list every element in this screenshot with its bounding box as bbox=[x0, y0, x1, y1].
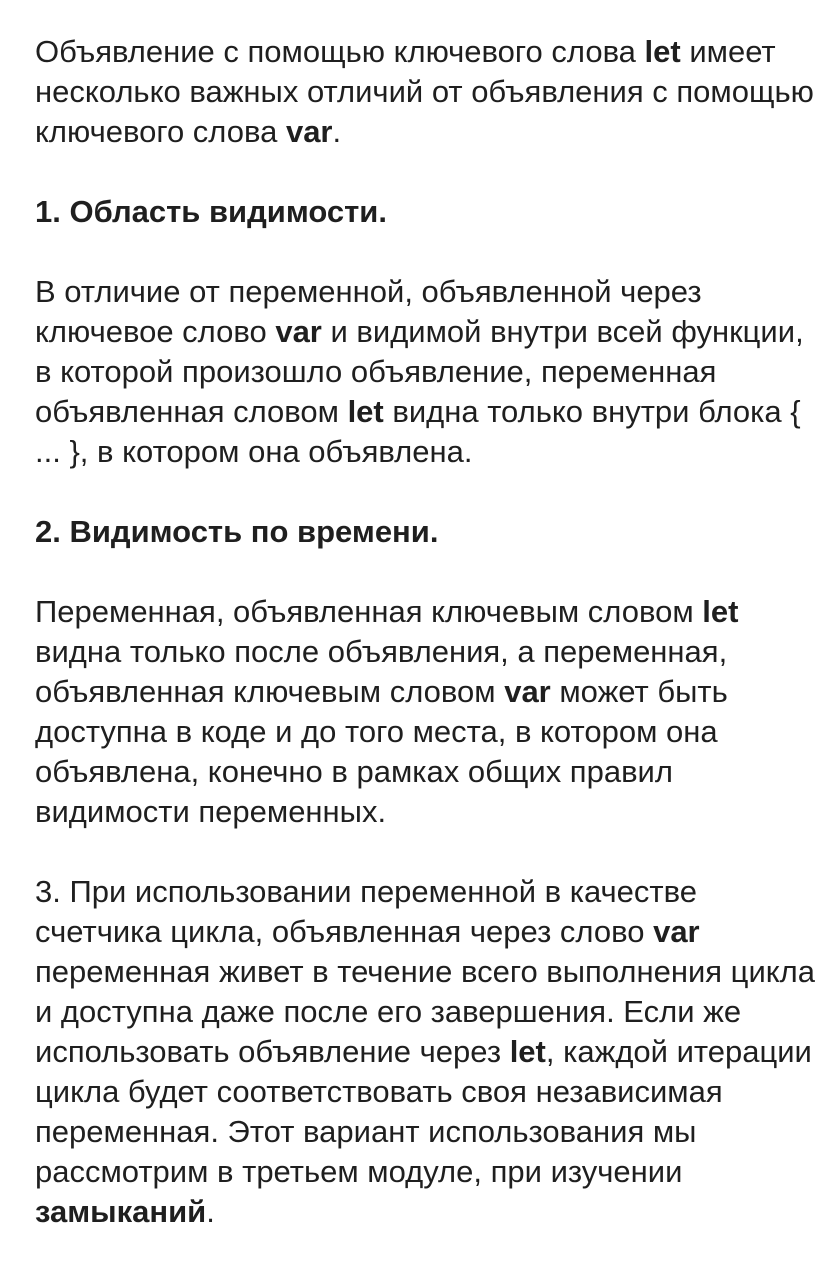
keyword-closures: замыканий bbox=[35, 1194, 207, 1229]
section-3-paragraph bbox=[35, 872, 819, 1232]
spacer bbox=[35, 232, 819, 272]
section-2-heading: 2. Видимость по времени. bbox=[35, 514, 439, 549]
keyword-var: var bbox=[653, 914, 700, 949]
section-1-text-2: и видимой внутри всей функции, в которой произошло объявление, переменная объявленная словом bbox=[35, 314, 804, 429]
intro-text-1: Объявление с помощью ключевого слова bbox=[35, 34, 645, 69]
section-3-text-1: 3. При использовании переменной в качестве счетчика цикла, объявленная через слово bbox=[35, 874, 697, 949]
keyword-var: var bbox=[285, 114, 333, 149]
spacer bbox=[35, 152, 819, 192]
keyword-let: let bbox=[347, 394, 384, 429]
intro-text-3: . bbox=[332, 114, 342, 149]
section-2-text-3: может быть доступна в коде и до того места, в котором она объявлена, конечно в рамках общих правил видимости переменных. bbox=[35, 674, 728, 829]
section-2-paragraph bbox=[35, 592, 819, 832]
spacer bbox=[35, 472, 819, 512]
section-1-paragraph bbox=[35, 272, 819, 472]
keyword-let: let bbox=[644, 34, 681, 69]
keyword-var: var bbox=[275, 314, 322, 349]
section-1-heading: 1. Область видимости. bbox=[35, 194, 387, 229]
keyword-let: let bbox=[702, 594, 739, 629]
spacer bbox=[35, 552, 819, 592]
section-3-text-4: . bbox=[206, 1194, 215, 1229]
section-1-text-1: В отличие от переменной, объявленной через ключевое слово bbox=[35, 274, 702, 349]
section-3-text-3: , каждой итерации цикла будет соответствовать своя независимая переменная. Этот вариант использования мы рассмотрим в третьем модуле, при изучении bbox=[35, 1034, 812, 1189]
intro-paragraph bbox=[35, 32, 819, 152]
section-2-text-2: видна только после объявления, а переменная, объявленная ключевым словом bbox=[35, 634, 728, 709]
section-1-text-3: видна только внутри блока { ... }, в котором она объявлена. bbox=[35, 394, 801, 469]
keyword-var: var bbox=[504, 674, 551, 709]
section-3-text-2: переменная живет в течение всего выполнения цикла и доступна даже после его завершения. Если же использовать объявление через bbox=[35, 954, 815, 1069]
section-2-text-1: Переменная, объявленная ключевым словом bbox=[35, 594, 703, 629]
intro-text-2: имеет несколько важных отличий от объявления с помощью ключевого слова bbox=[35, 34, 814, 149]
spacer bbox=[35, 832, 819, 872]
keyword-let: let bbox=[509, 1034, 546, 1069]
